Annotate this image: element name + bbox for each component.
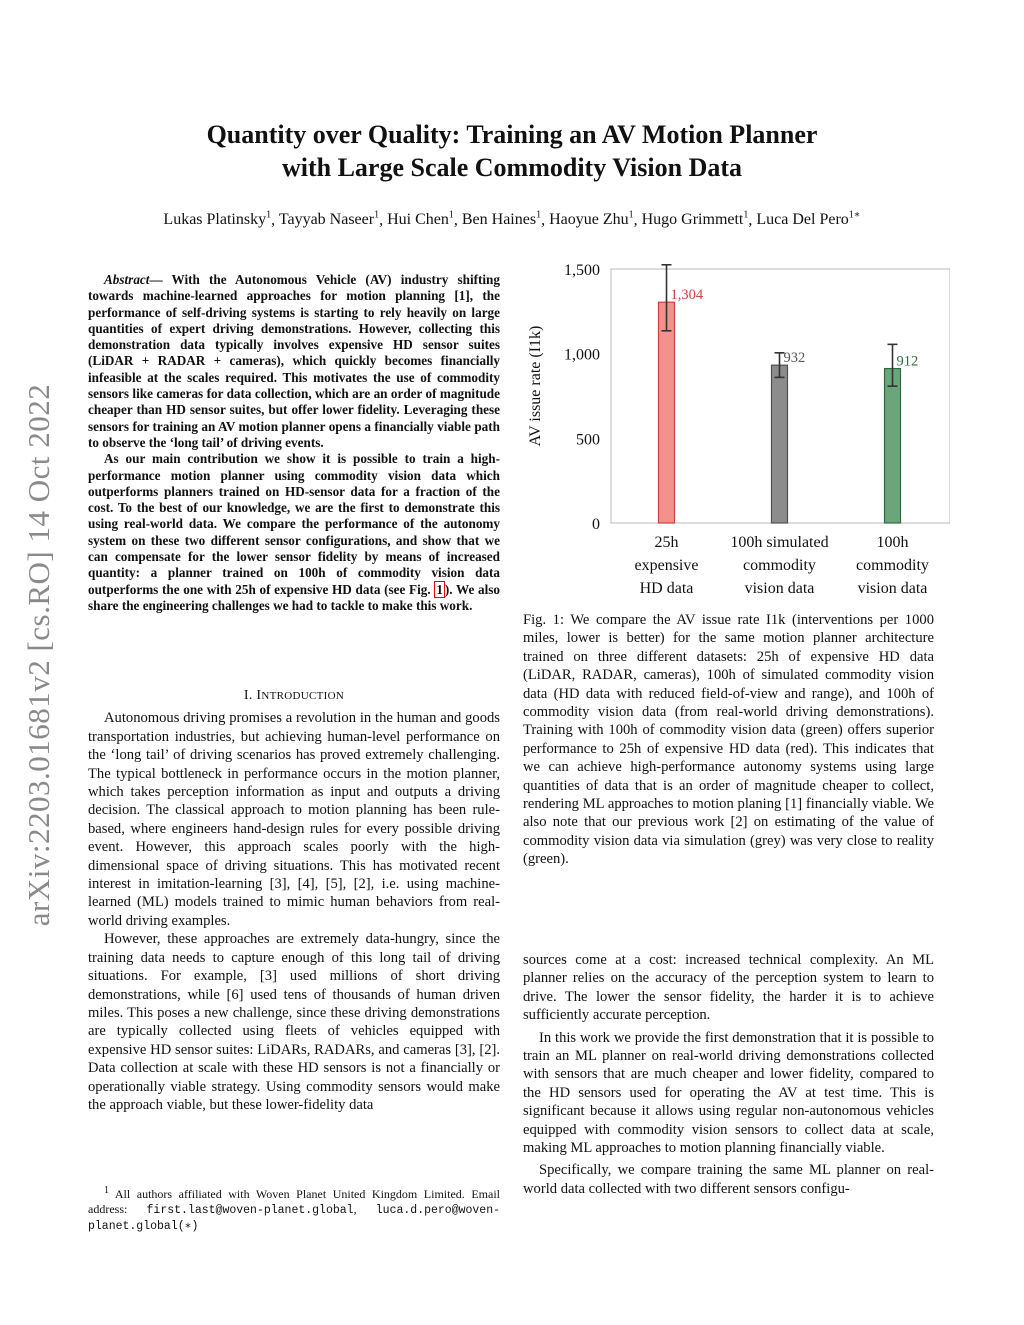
abstract-paragraph-1: Abstract— With the Autonomous Vehicle (AV) industry shifting towards machine-learned approaches for motion planning [1], the performance of self-driving systems is starting to rely heavily on large quantities of expert driving demonstrations. However, collecting this demonstration data typically involves expensive HD sensor suites (LiDAR + RADAR + cameras), which quickly becomes financially infeasible at the scales required. This motivates the use of commodity sensors like cameras for data collection, which are an order of magnitude cheaper than HD sensor suites, but offer lower fidelity. Leveraging these sensors for training an AV motion planner opens a financially viable path to observe the ‘long tail’ of driving events. (88, 272, 500, 450)
bar (659, 302, 675, 523)
footnote-mark: 1 (104, 1185, 109, 1196)
y-axis-label: AV issue rate (I1k) (527, 325, 544, 447)
data-label: 912 (896, 353, 919, 370)
x-tick-label: commodity (743, 557, 816, 574)
right-paragraph-1: sources come at a cost: increased technical complexity. An ML planner relies on the accuracy of the perception system to learn to drive. The lower the sensor fidelity, the harder it is to achieve sufficiently accurate perception. (523, 952, 934, 1024)
section-heading-introduction: I. INTRODUCTION (243, 688, 345, 703)
author-list: Lukas Platinsky$^1$, Tayyab Naseer$^1$, Hui Chen$^1$, Ben Haines$^1$, Haoyue Zhu$^1$, Hugo Grimmett$^1$, Luca Del Pero$^{1∗}$ (163, 210, 861, 229)
abstract (88, 272, 500, 614)
x-tick-label: vision data (744, 580, 815, 597)
figure-reference-link[interactable]: 1 (436, 581, 443, 597)
intro-paragraph-2: However, these approaches are extremely data-hungry, since the training data needs to capture enough of this long tail of driving situations. For example, [3] used millions of short driving demonstrations, while [6] used tens of thousands of human driven miles. This poses a new challenge, since these driving demonstrations are typically collected using fleets of vehicles equipped with expensive HD sensor suites: LiDARs, RADARs, and cameras [3], [2]. Data collection at scale with these HD sensors is not a financially or operationally viable strategy. Using commodity sensors would make the approach viable, but these lower-fidelity data (88, 931, 500, 1113)
author: Hugo Grimmett$^1$ (641, 210, 749, 229)
x-tick-label: 25h (654, 534, 679, 551)
right-paragraph-3: Specifically, we compare training the same ML planner on real-world data collected with two different sensors configu- (523, 1162, 934, 1197)
footnote: $^1$ All authors affiliated with Woven Planet United Kingdom Limited. Email address: first.last@woven-planet.global, luca.d.pero@woven-planet.global(∗) (88, 1185, 501, 1233)
email-link[interactable]: luca.d.pero@woven-planet.global(∗) (88, 1204, 501, 1233)
data-label: 932 (783, 350, 806, 367)
arxiv-sidebar-stamp (18, 355, 60, 955)
arxiv-identifier: arXiv:2203.01681v2 [cs.RO] 14 Oct 2022 (21, 383, 56, 927)
author: Ben Haines$^1$ (461, 210, 542, 229)
right-paragraph-2: In this work we provide the first demonstration that it is possible to train an ML planner on real-world driving demonstrations collected with sensors that are much cheaper and lower fidelity, compared to the HD sensors used for operating the AV at test time. This is significant because it allows using regular non-autonomous vehicles equipped with commodity vision sensors to collect data at scale, making ML approaches to motion planning financially viable. (523, 1029, 934, 1157)
x-tick-label: HD data (639, 580, 694, 597)
figure-1-caption: Fig. 1: We compare the AV issue rate I1k (interventions per 1000 miles, lower is better) for the same motion planner architecture trained on three different datasets: 25h of expensive HD data (LiDAR, RADAR, cameras), 100h of simulated commodity vision data (HD data with reduced field-of-view and range), and 100h of commodity vision data (from real-world driving demonstrations). Training with 100h of commodity vision data (green) offers superior performance to 25h of expensive HD data (red). This indicates that we can achieve high-performance autonomy systems using large quantities of data that is an order of magnitude cheaper to collect, rendering ML approaches to motion planing [1] financially viable. We also note that our previous work [2] on estimating of the value of commodity vision data via simulation (grey) was very close to reality (green). (523, 612, 934, 868)
bar (885, 369, 901, 523)
x-tick-label: 100h simulated (730, 534, 829, 551)
chart-svg (518, 264, 950, 604)
right-column-body (523, 951, 934, 1198)
data-label: 1,304 (670, 287, 704, 304)
x-tick-label: expensive (634, 557, 699, 574)
x-tick-label: vision data (857, 580, 928, 597)
author: Haoyue Zhu$^1$ (549, 210, 634, 229)
x-tick-label: commodity (856, 557, 929, 574)
abstract-lead: Abstract (104, 272, 150, 287)
author: Luca Del Pero$^{1∗}$ (756, 210, 861, 229)
y-tick-label: 1,000 (564, 346, 600, 364)
y-tick-label: 500 (576, 431, 600, 449)
title-line-1: Quantity over Quality: Training an AV Motion Planner (206, 120, 818, 149)
x-tick-label: 100h (876, 534, 909, 551)
y-tick-label: 1,500 (564, 264, 600, 279)
author: Tayyab Naseer$^1$ (278, 210, 380, 229)
abstract-paragraph-2: As our main contribution we show it is possible to train a high-performance motion planner using commodity vision data which outperforms planners trained on HD-sensor data for a fraction of the cost. To the best of our knowledge, we are the first to demonstrate this using real-world data. We compare the performance of the autonomy system on these two different sensor configurations, and show that we can compensate for the lower sensor fidelity by means of increased quantity: a planner trained on 100h of commodity vision data outperforms the one with 25h of expensive HD data (see Fig. 1 ). We also share the engineering challenges we had to tackle to make this work. (88, 451, 501, 613)
paper-title (120, 118, 904, 184)
author: Hui Chen$^1$ (387, 210, 454, 229)
title-line-2: with Large Scale Commodity Vision Data (281, 153, 743, 182)
intro-paragraph-1: Autonomous driving promises a revolution in the human and goods transportation industries, but achieving human-level performance on the ‘long tail’ of driving scenarios has proved extremely challenging. The typical bottleneck in performance occurs in the motion planner, which takes perception information as input and outputs a driving decision. The classical approach to motion planning has been rule-based, where engineers hand-design rules for every possible driving event. However, this approach scales poorly with the high-dimensional space of driving situations. This has motivated recent interest in imitation-learning [3], [4], [5], [2], i.e. using machine-learned (ML) models trained to mimic human behaviors from real-world driving examples. (88, 710, 500, 929)
y-tick-label: 0 (592, 516, 600, 533)
email-link[interactable]: first.last@woven-planet.global (146, 1204, 354, 1217)
figure-1-bar-chart (518, 264, 950, 604)
author: Lukas Platinsky$^1$ (163, 210, 272, 229)
bar (772, 365, 788, 523)
left-column-body (88, 679, 500, 1114)
